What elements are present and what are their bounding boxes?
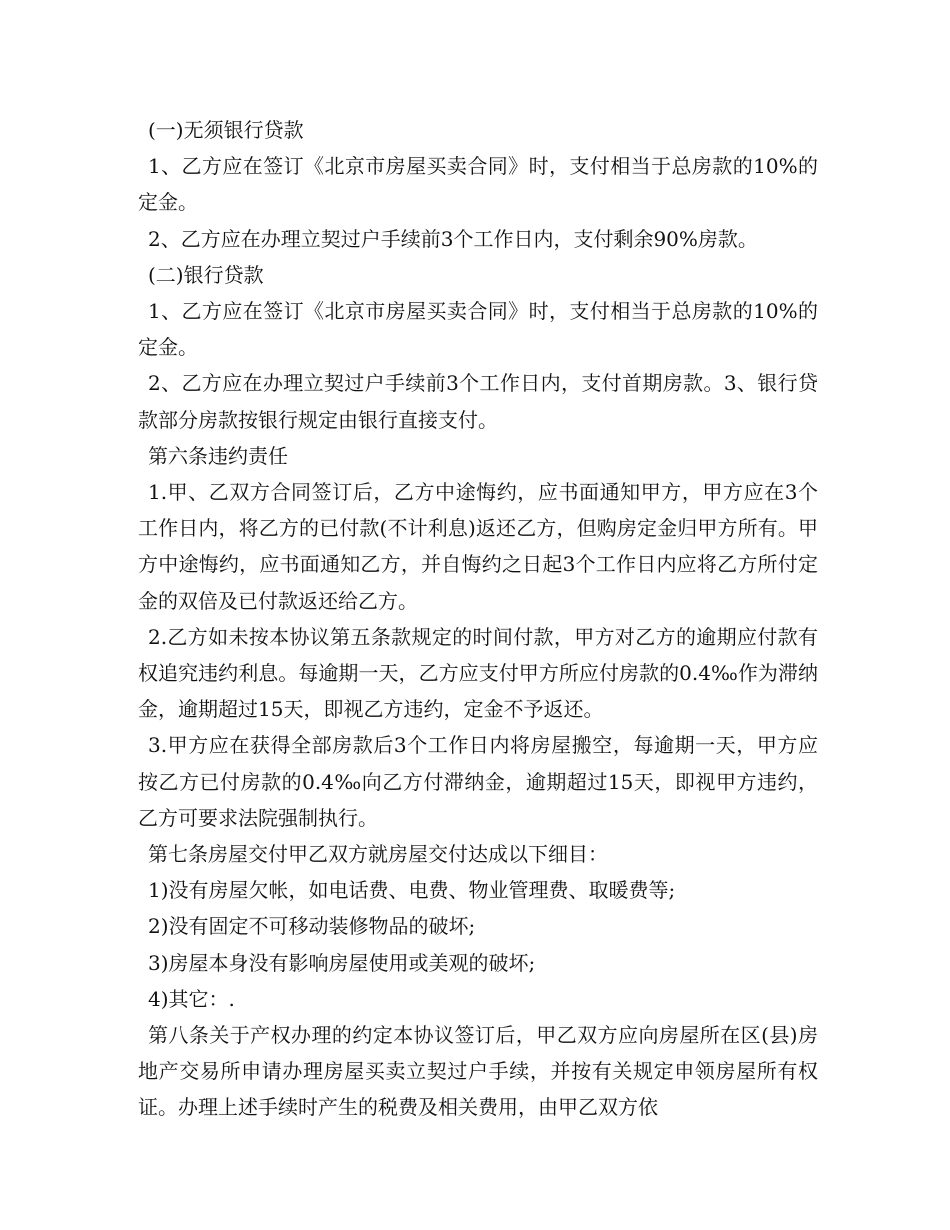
article-six-item-2: 2.乙方如未按本协议第五条款规定的时间付款，甲方对乙方的逾期应付款有权追究违约利息。每逾期一天，乙方应支付甲方所应付房款的0.4‰作为滞纳金，逾期超过15天，即视乙方违约，定金不予返还。 — [138, 624, 818, 722]
section-heading-no-loan: (一)无须银行贷款 — [148, 118, 304, 142]
article-six-item-1: 1.甲、乙双方合同签订后，乙方中途悔约，应书面通知甲方，甲方应在3个工作日内，将乙方的已付款(不计利息)返还乙方，但购房定金归甲方所有。甲方中途悔约，应书面通知乙方，并自悔约之日起3个工作日内应将乙方所付定金的双倍及已付款返还给乙方。 — [138, 480, 818, 613]
document-body — [138, 112, 818, 1126]
article-seven-item-1: 1)没有房屋欠帐，如电话费、电费、物业管理费、取暖费等; — [148, 878, 676, 903]
section-heading-bank-loan: (二)银行贷款 — [148, 262, 264, 287]
clause-no-loan-balance: 2、乙方应在办理立契过户手续前3个工作日内，支付剩余90%房款。 — [148, 226, 758, 251]
article-six-heading: 第六条违约责任 — [148, 443, 288, 468]
clause-bank-loan-down-payment: 2、乙方应在办理立契过户手续前3个工作日内，支付首期房款。3、银行贷款部分房款按银行规定由银行直接支付。 — [138, 371, 818, 432]
clause-bank-loan-deposit: 1、乙方应在签订《北京市房屋买卖合同》时，支付相当于总房款的10%的定金。 — [138, 299, 818, 360]
article-seven-item-3: 3)房屋本身没有影响房屋使用或美观的破坏; — [148, 950, 536, 975]
article-seven-item-4: 4)其它：. — [148, 986, 235, 1011]
article-six-item-3: 3.甲方应在获得全部房款后3个工作日内将房屋搬空，每逾期一天，甲方应按乙方已付房款的0.4‰向乙方付滞纳金，逾期超过15天，即视甲方违约，乙方可要求法院强制执行。 — [138, 733, 818, 830]
clause-no-loan-deposit: 1、乙方应在签订《北京市房屋买卖合同》时，支付相当于总房款的10%的定金。 — [138, 154, 818, 215]
article-seven-item-2: 2)没有固定不可移动装修物品的破坏; — [148, 914, 476, 939]
article-eight-text: 第八条关于产权办理的约定本协议签订后，甲乙双方应向房屋所在区(县)房地产交易所申请办理房屋买卖立契过户手续，并按有关规定申领房屋所有权证。办理上述手续时产生的税费及相关费用，由甲乙双方依 — [138, 1023, 818, 1120]
article-seven-heading: 第七条房屋交付甲乙双方就房屋交付达成以下细目： — [148, 842, 608, 867]
